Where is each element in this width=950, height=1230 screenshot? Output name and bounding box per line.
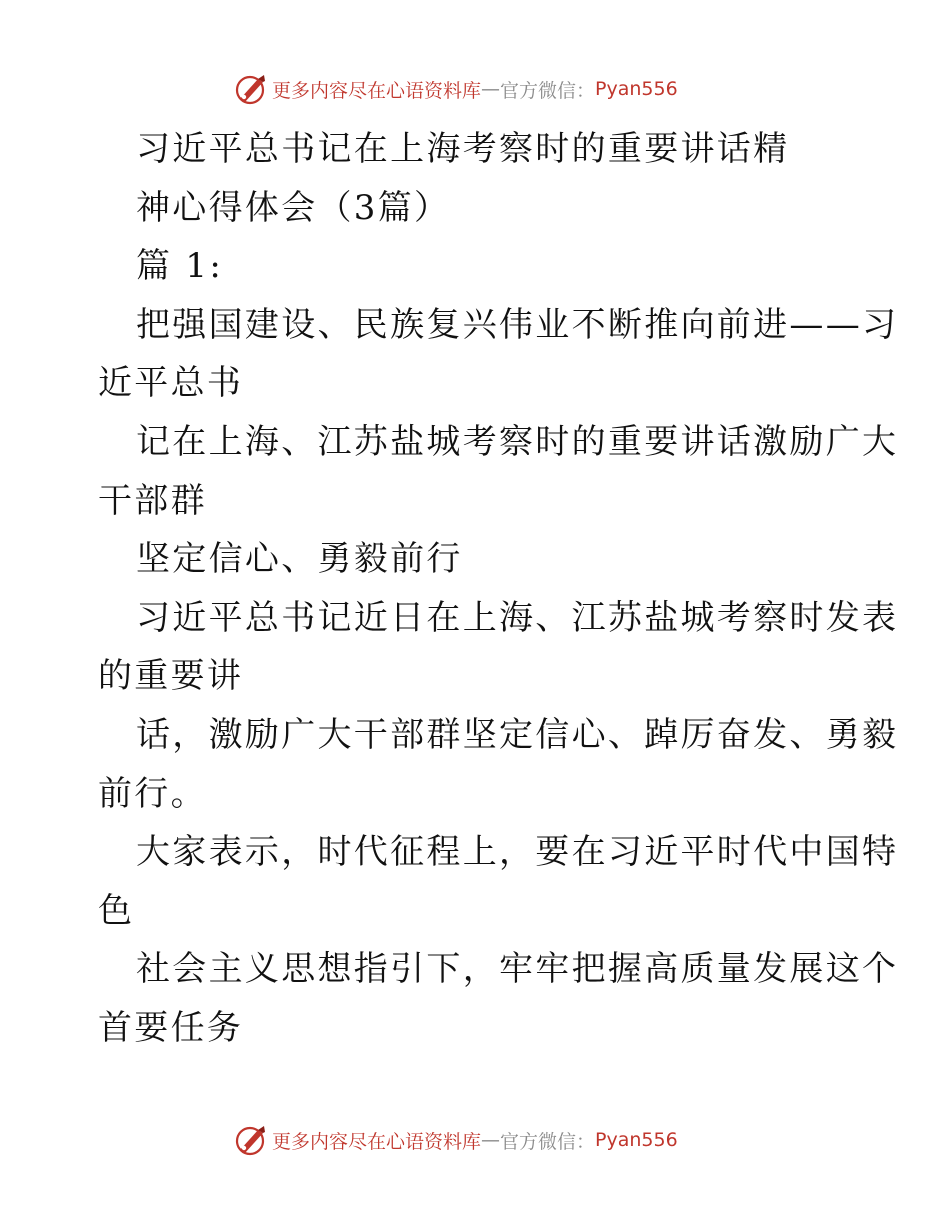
text-line: 把强国建设、民族复兴伟业不断推向前进——习 <box>136 304 899 345</box>
watermark-dash: — <box>481 78 501 100</box>
text-line: 社会主义思想指引下，牢牢把握高质量发展这个 <box>136 949 899 990</box>
watermark-label: 官方微信： <box>500 79 596 102</box>
watermark-wechat-id: Pyan556 <box>595 1129 678 1151</box>
text-line: 坚定信心、勇毅前行 <box>136 539 463 580</box>
text-line: 大家表示，时代征程上，要在习近平时代中国特 <box>136 832 899 873</box>
text-line: 的重要讲 <box>98 656 244 697</box>
title-line-1: 习近平总书记在上海考察时的重要讲话精 <box>136 129 790 169</box>
text-line: 色 <box>98 890 135 931</box>
text-line: 前行。 <box>98 773 207 814</box>
watermark-dash: — <box>481 1129 501 1151</box>
text-line: 话，激励广大干部群坚定信心、踔厉奋发、勇毅 <box>136 714 899 755</box>
text-line: 首要任务 <box>98 1007 244 1048</box>
watermark-wechat-id: Pyan556 <box>595 78 678 100</box>
text-line: 近平总书 <box>98 363 244 404</box>
text-line: 习近平总书记近日在上海、江苏盐城考察时发表 <box>136 597 899 638</box>
watermark-main-text: 更多内容尽在心语资料库 <box>272 1130 482 1153</box>
title-line-2: 神心得体会（3篇） <box>136 187 451 228</box>
watermark-label: 官方微信： <box>500 1130 596 1153</box>
section-heading: 篇 1: <box>136 246 224 287</box>
header-watermark <box>234 73 678 105</box>
text-line: 记在上海、江苏盐城考察时的重要讲话激励广大 <box>136 421 899 462</box>
pen-logo-icon <box>234 73 268 105</box>
document-body <box>98 120 899 1058</box>
watermark-main-text: 更多内容尽在心语资料库 <box>272 79 482 102</box>
footer-watermark <box>234 1124 678 1156</box>
text-line: 干部群 <box>98 480 207 521</box>
pen-logo-icon <box>234 1124 268 1156</box>
